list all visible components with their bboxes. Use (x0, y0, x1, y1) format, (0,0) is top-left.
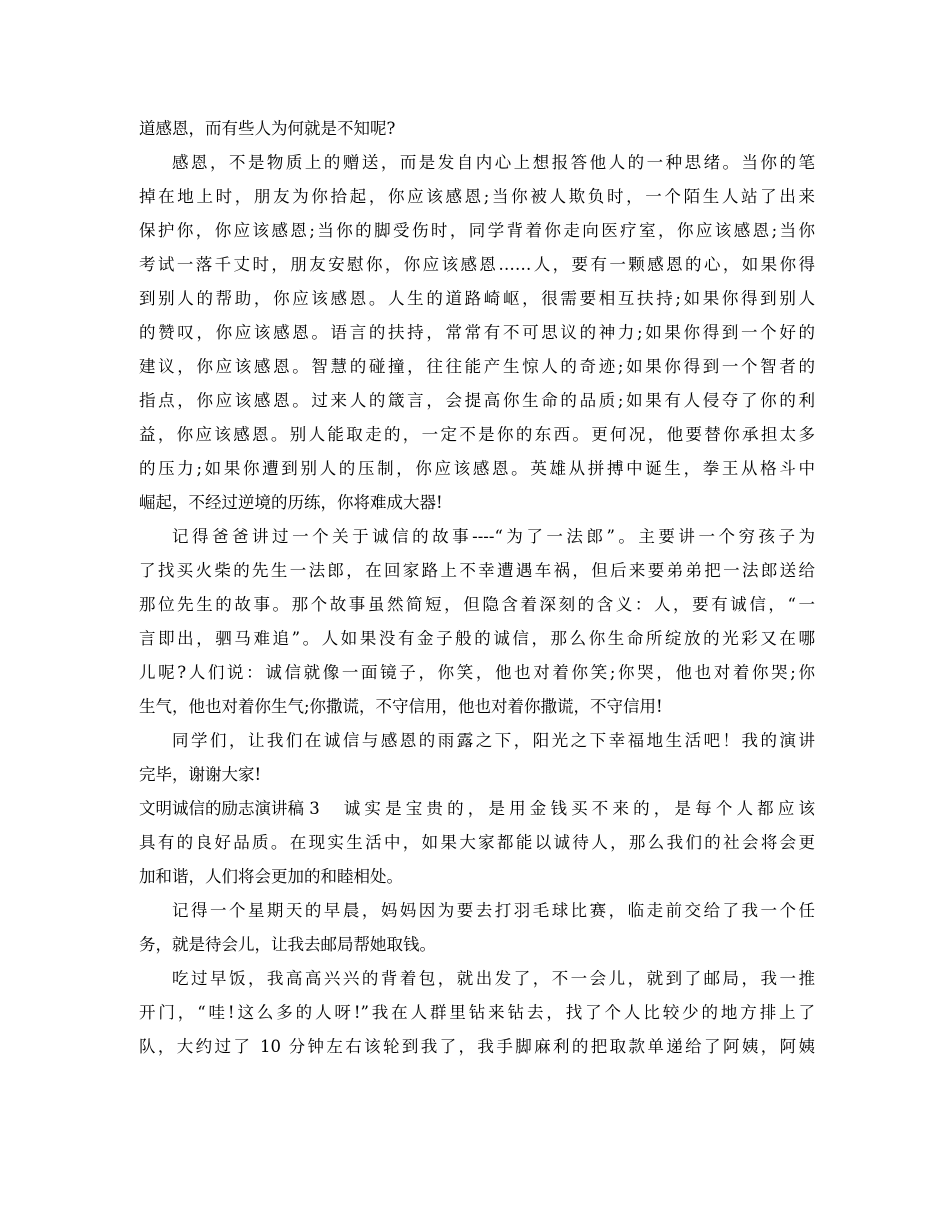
text-line: 完毕，谢谢大家! (139, 765, 262, 784)
text-line: 具有的良好品质。在现实生活中，如果大家都能以诚待人，那么我们的社会将会更 (139, 833, 815, 852)
text-line: 了找买火柴的先生一法郎，在回家路上不幸遭遇车祸，但后来要弟弟把一法郎送给 (139, 561, 815, 580)
text-line: 儿呢?人们说：诚信就像一面镜子，你笑，他也对着你笑;你哭，他也对着你哭;你 (139, 663, 815, 682)
text-line: 益，你应该感恩。别人能取走的，一定不是你的东西。更何况，他要替你承担太多 (139, 425, 815, 444)
text-line: 考试一落千丈时，朋友安慰你，你应该感恩……人，要有一颗感恩的心，如果你得 (139, 255, 815, 274)
text-line: 崛起，不经过逆境的历练，你将难成大器! (139, 493, 443, 512)
text-line: 保护你，你应该感恩;当你的脚受伤时，同学背着你走向医疗室，你应该感恩;当你 (139, 221, 815, 240)
text-line: 加和谐，人们将会更加的和睦相处。 (139, 867, 403, 886)
text-line: 的赞叹，你应该感恩。语言的扶持，常常有不可思议的神力;如果你得到一个好的 (139, 323, 815, 342)
line-text: 诚实是宝贵的，是用金钱买不来的，是每个人都应该 (343, 799, 815, 818)
text-line: 掉在地上时，朋友为你拾起，你应该感恩;当你被人欺负时，一个陌生人站了出来 (139, 187, 815, 206)
text-line: 记得爸爸讲过一个关于诚信的故事----“为了一法郎”。主要讲一个穷孩子为 (172, 527, 815, 546)
text-line: 记得一个星期天的早晨，妈妈因为要去打羽毛球比赛，临走前交给了我一个任 (172, 901, 815, 920)
text-line: 开门，“哇!这么多的人呀!”我在人群里钻来钻去，找了个人比较少的地方排上了 (139, 1003, 815, 1022)
text-line: 队，大约过了 10 分钟左右该轮到我了，我手脚麻利的把取款单递给了阿姨，阿姨 (139, 1037, 815, 1056)
section-heading: 文明诚信的励志演讲稿 3 (139, 799, 320, 818)
text-line: 言即出，驷马难追”。人如果没有金子般的诚信，那么你生命所绽放的光彩又在哪 (139, 629, 815, 648)
text-line: 吃过早饭，我高高兴兴的背着包，就出发了，不一会儿，就到了邮局，我一推 (172, 969, 815, 988)
text-line (139, 792, 815, 826)
text-line: 道感恩，而有些人为何就是不知呢? (139, 119, 396, 138)
text-line: 务，就是待会儿，让我去邮局帮她取钱。 (139, 935, 436, 954)
text-line: 那位先生的故事。那个故事虽然简短，但隐含着深刻的含义：人，要有诚信，“一 (139, 595, 815, 614)
text-line: 指点，你应该感恩。过来人的箴言，会提高你生命的品质;如果有人侵夺了你的利 (139, 391, 815, 410)
text-line: 到别人的帮助，你应该感恩。人生的道路崎岖，很需要相互扶持;如果你得到别人 (139, 289, 815, 308)
text-line: 生气，他也对着你生气;你撒谎，不守信用，他也对着你撒谎，不守信用! (139, 697, 663, 716)
text-line: 同学们，让我们在诚信与感恩的雨露之下，阳光之下幸福地生活吧！我的演讲 (172, 731, 815, 750)
text-line: 感恩，不是物质上的赠送，而是发自内心上想报答他人的一种思绪。当你的笔 (172, 153, 815, 172)
document-body (139, 112, 815, 1064)
text-line: 建议，你应该感恩。智慧的碰撞，往往能产生惊人的奇迹;如果你得到一个智者的 (139, 357, 815, 376)
text-line: 的压力;如果你遭到别人的压制，你应该感恩。英雄从拼搏中诞生，拳王从格斗中 (139, 459, 815, 478)
